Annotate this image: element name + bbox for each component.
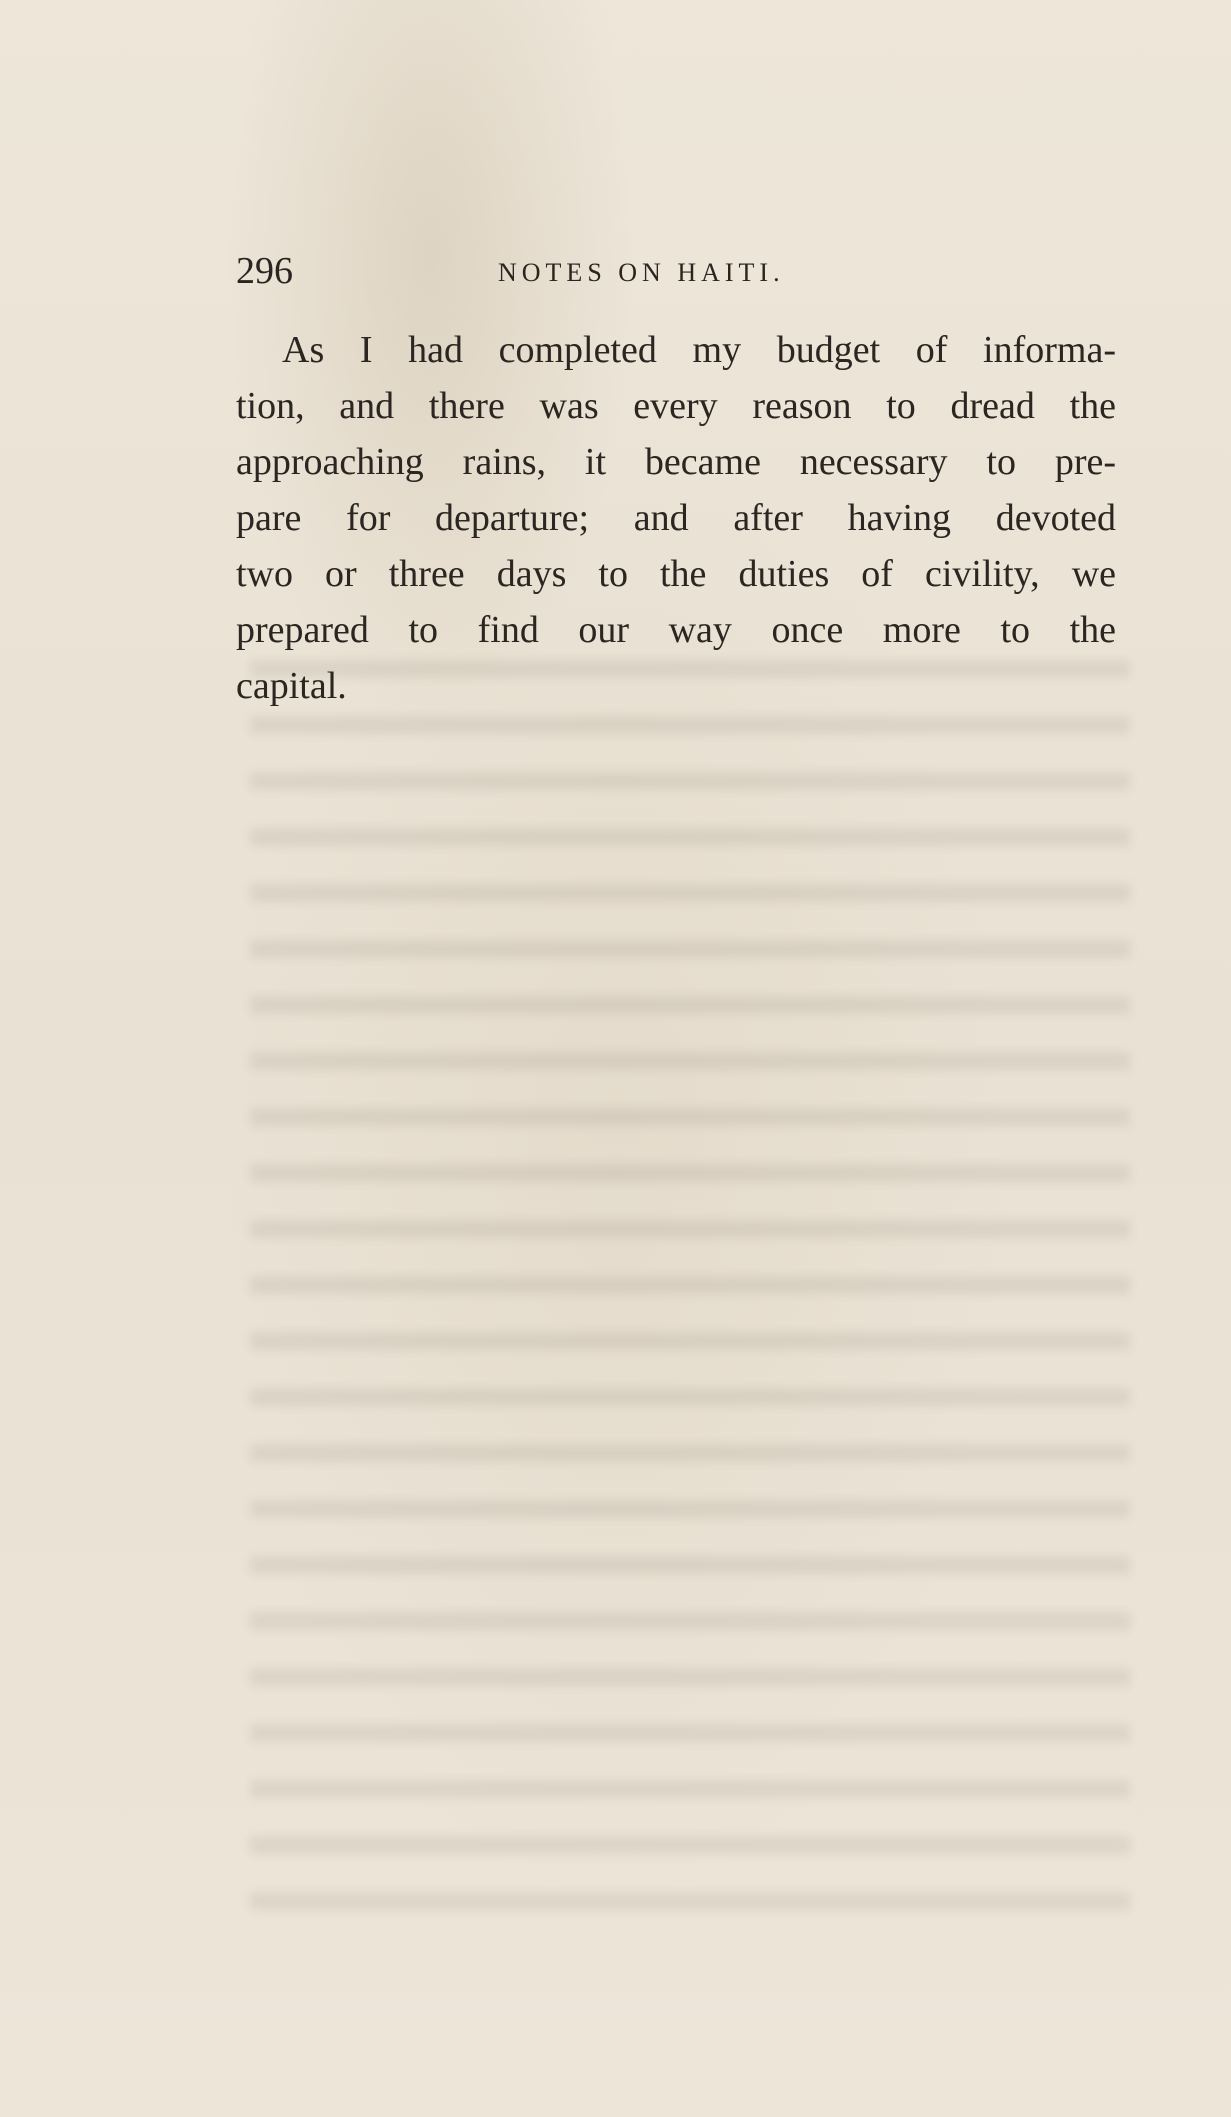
text-line: prepared to find our way once more to the [236, 609, 1116, 651]
text-line: approaching rains, it became necessary to pre- [236, 441, 1116, 483]
running-head [236, 246, 1096, 296]
page-number: 296 [236, 250, 293, 292]
text-line: two or three days to the duties of civility, we [236, 553, 1116, 595]
body-paragraph [236, 322, 1116, 714]
text-line: pare for departure; and after having devoted [236, 497, 1116, 539]
text-line: capital. [236, 665, 347, 707]
text-line: tion, and there was every reason to dread the [236, 385, 1116, 427]
running-title: NOTES ON HAITI. [498, 258, 785, 287]
show-through-text [250, 660, 1130, 1940]
text-line: As I had completed my budget of informa- [282, 329, 1116, 371]
